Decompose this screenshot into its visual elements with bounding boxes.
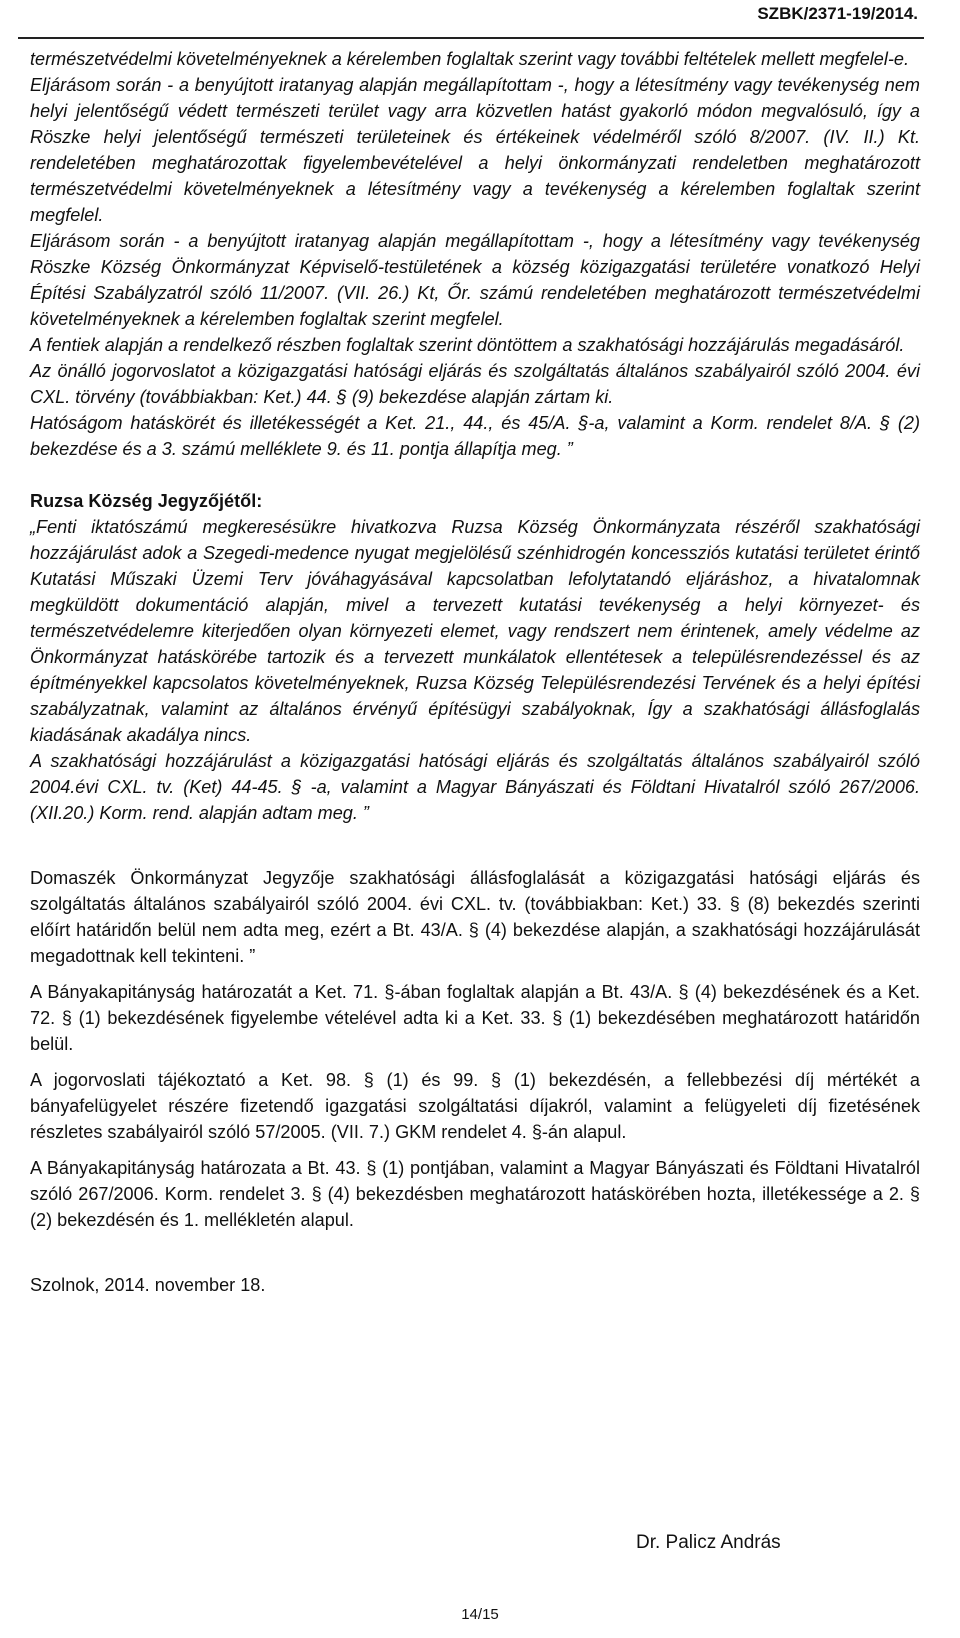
paragraph: természetvédelmi követelményeknek a kérelemben foglaltak szerint vagy további feltételek mellett megfelel-e. [30,49,909,69]
document-body [30,46,920,1298]
paragraph: Eljárásom során - a benyújtott iratanyag alapján megállapítottam -, hogy a létesítmény vagy tevékenység nem helyi jelentőségű védett természeti terület vagy arra közvetlen hatást gyakorló módon megvalósuló, így a Röszke helyi jelentőségű természeti területeinek és értékeinek védelméről szóló 8/2007. (IV. II.) Kt. rendeletében meghatározottak figyelembevételével a helyi önkormányzati rendeletben meghatározott természetvédelmi követelményeknek a létesítmény vagy a tevékenység a kérelemben foglaltak szerint megfelel. [30,75,920,225]
paragraph: Hatóságom hatáskörét és illetékességét a Ket. 21., 44., és 45/A. §-a, valamint a Korm. rendelet 8/A. § (2) bekezdése és a 3. számú melléklete 9. és 11. pontja állapítja meg. ” [30,413,920,459]
document-reference: SZBK/2371-19/2014. [757,4,918,23]
paragraph: Szolnok, 2014. november 18. [30,1275,266,1295]
signature-name: Dr. Palicz András [636,1532,781,1553]
paragraph: Domaszék Önkormányzat Jegyzője szakhatósági állásfoglalását a közigazgatási hatósági eljárás és szolgáltatás általános szabályairól szóló 2004. évi CXL. tv. (továbbiakban: Ket.) 33. § (8) bekezdés szerinti előírt határidőn belül nem adta meg, ezért a Bt. 43/A. § (4) bekezdése alapján, a szakhatósági hozzájárulását megadottnak kell tekinteni. ” [30,868,920,966]
paragraph: Az önálló jogorvoslatot a közigazgatási hatósági eljárás és szolgáltatás általános szabályairól szóló 2004. évi CXL. törvény (továbbiakban: Ket.) 44. § (9) bekezdése alapján zártam ki. [30,361,920,407]
paragraph: „Fenti iktatószámú megkeresésükre hivatkozva Ruzsa Község Önkormányzata részéről szakhatósági hozzájárulást adok a Szegedi-medence nyugat megjelölésű szénhidrogén koncessziós kutatási területet érintő Kutatási Műszaki Üzemi Terv jóváhagyásával kapcsolatban lefolytatandó eljáráshoz, a hivatalomnak megküldött dokumentáció alapján, mivel a tervezett kutatási tevékenység a helyi környezet- és természetvédelemre kiterjedően olyan környezeti elemet, vagy rendszert nem érintenek, amely védelme az Önkormányzat hatáskörébe tartozik és a tervezett munkálatok ellentétesek a településrendezéssel és az építményekkel kapcsolatos követelményeknek, Ruzsa Község Településrendezési Tervének és a helyi építési szabályzatnak, valamint az általános érvényű építésügyi szabályoknak, Így a szakhatósági állásfoglalás kiadásának akadálya nincs. [30,517,920,745]
paragraph: Ruzsa Község Jegyzőjétől: [30,491,263,511]
header-rule [18,37,924,39]
paragraph: A Bányakapitányság határozatát a Ket. 71. §-ában foglaltak alapján a Bt. 43/A. § (4) bekezdésének és a Ket. 72. § (1) bekezdésének figyelembe vételével adta ki a Ket. 33. § (1) bekezdésében meghatározott határidőn belül. [30,982,920,1054]
page-number: 14/15 [461,1606,499,1623]
paragraph: A fentiek alapján a rendelkező részben foglaltak szerint döntöttem a szakhatósági hozzájárulás megadásáról. [30,335,905,355]
paragraph: A jogorvoslati tájékoztató a Ket. 98. § (1) és 99. § (1) bekezdésén, a fellebbezési díj mértékét a bányafelügyelet részére fizetendő igazgatási szolgáltatási díjakról, valamint a felügyeleti díj fizetésének részletes szabályairól szóló 57/2005. (VII. 7.) GKM rendelet 4. §-án alapul. [30,1070,920,1142]
paragraph: A szakhatósági hozzájárulást a közigazgatási hatósági eljárás és szolgáltatás általános szabályairól szóló 2004.évi CXL. tv. (Ket) 44-45. § -a, valamint a Magyar Bányászati és Földtani Hivatalról szóló 267/2006.(XII.20.) Korm. rend. alapján adtam meg. ” [30,751,920,823]
paragraph: A Bányakapitányság határozata a Bt. 43. § (1) pontjában, valamint a Magyar Bányászati és Földtani Hivatalról szóló 267/2006. Korm. rendelet 3. § (4) bekezdésben meghatározott hatáskörében hozta, illetékessége a 2. § (2) bekezdésén és 1. mellékletén alapul. [30,1158,920,1230]
paragraph: Eljárásom során - a benyújtott iratanyag alapján megállapítottam -, hogy a létesítmény vagy tevékenység Röszke Község Önkormányzat Képviselő-testületének a község közigazgatási területére vonatkozó Helyi Építési Szabályzatról szóló 11/2007. (VII. 26.) Kt, Őr. számú rendeletében meghatározott természetvédelmi követelményeknek a kérelemben foglaltak szerint megfelel. [30,231,920,329]
